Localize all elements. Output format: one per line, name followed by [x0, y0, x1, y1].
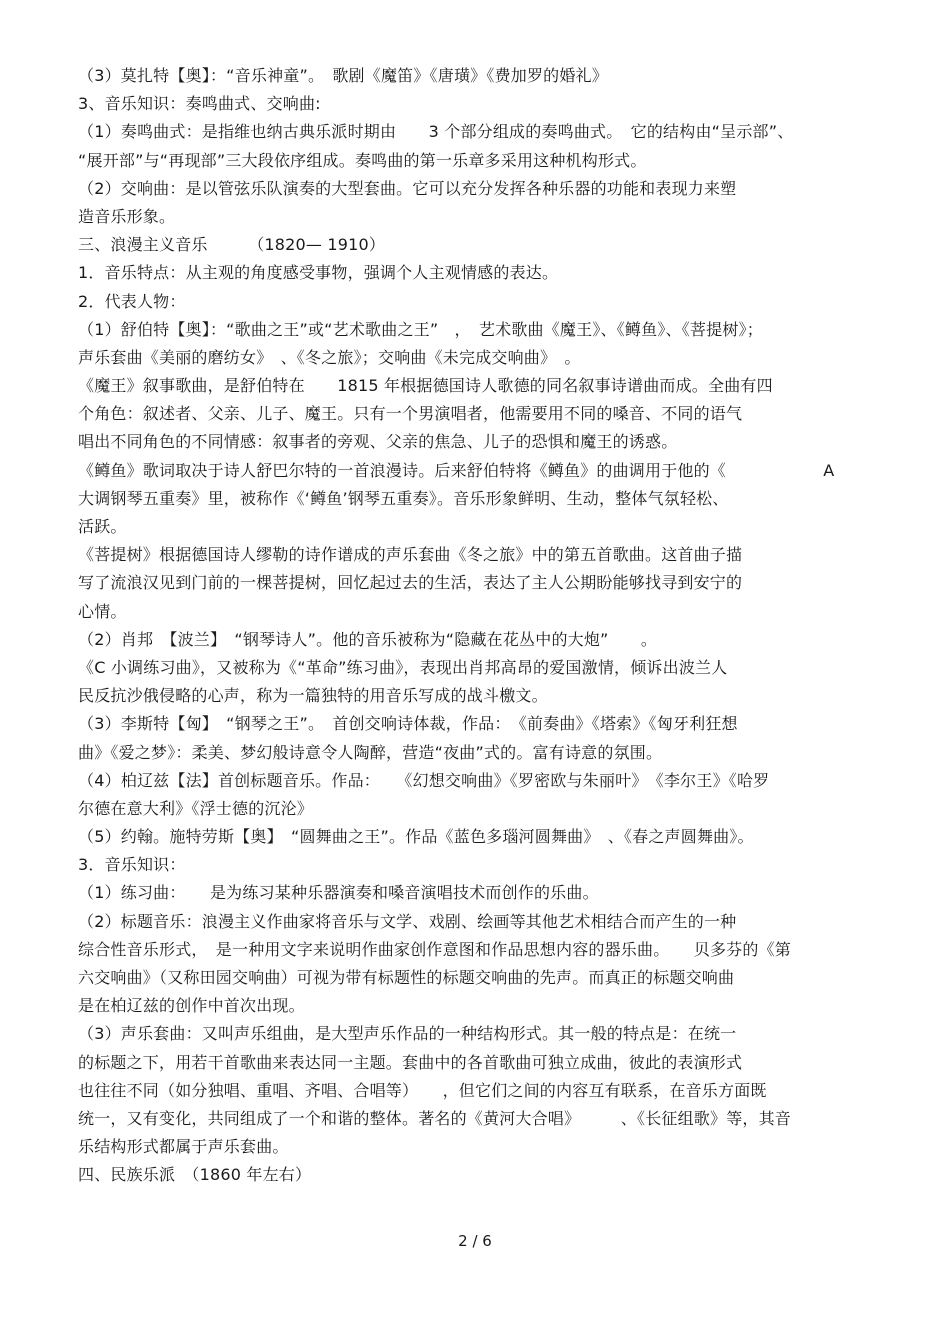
text-line: 综合性音乐形式， 是一种用文字来说明作曲家创作意图和作品思想内容的器乐曲。 贝多芬的《第 [78, 939, 792, 959]
text-line: 3、音乐知识：奏鸣曲式、交响曲: [78, 94, 321, 114]
text-line: （1）舒伯特【奥】：“歌曲之王”或“艺术歌曲之王” ， 艺术歌曲《魔王》、《鳟鱼》、《菩提树》； [78, 319, 763, 339]
text-line: 造音乐形象。 [78, 206, 176, 226]
text-line: 《C 小调练习曲》，又被称为《“革命”练习曲》，表现出肖邦高昂的爱国激情，倾诉出波兰人 [78, 657, 728, 677]
text-line: （2）交响曲：是以管弦乐队演奏的大型套曲。它可以充分发挥各种乐器的功能和表现力来塑 [78, 178, 737, 198]
text-line: 大调钢琴五重奏》里，被称作《‘鳟鱼’钢琴五重奏》。音乐形象鲜明、生动，整体气氛轻松、 [78, 488, 729, 508]
text-line: 也往往不同（如分独唱、重唱、齐唱、合唱等） ，但它们之间的内容互有联系，在音乐方面既 [78, 1080, 767, 1100]
text-line: 活跃。 [78, 517, 127, 536]
text-line: 2．代表人物： [78, 291, 186, 311]
text-line: 《鳟鱼》歌词取决于诗人舒巴尔特的一首浪漫诗。后来舒伯特将《鳟鱼》的曲调用于他的《 A [78, 460, 835, 480]
text-line: 三、浪漫主义音乐 （1820— 1910） [78, 235, 386, 255]
text-line: 四、民族乐派 （1860 年左右） [78, 1165, 312, 1185]
text-line: （2）肖邦 【波兰】 “钢琴诗人”。他的音乐被称为“隐藏在花丛中的大炮” 。 [78, 629, 658, 649]
page-number: 2 / 6 [458, 1232, 492, 1250]
text-line: 民反抗沙俄侵略的心声，称为一篇独特的用音乐写成的战斗檄文。 [78, 686, 548, 706]
text-line: 3．音乐知识： [78, 855, 186, 875]
text-line: （4）柏辽兹【法】首创标题音乐。作品： 《幻想交响曲》《罗密欧与朱丽叶》 《李尔王》《哈罗 [78, 770, 770, 790]
text-line: （1）奏鸣曲式：是指维也纳古典乐派时期由 3 个部分组成的奏鸣曲式。 它的结构由“呈示部”、 [78, 122, 794, 142]
text-line: 唱出不同角色的不同情感：叙事者的旁观、父亲的焦急、儿子的恐惧和魔王的诱惑。 [78, 432, 678, 452]
text-line: 是在柏辽兹的创作中首次出现。 [78, 996, 305, 1016]
text-line: 心情。 [78, 601, 127, 621]
text-line: 的标题之下，用若干首歌曲来表达同一主题。套曲中的各首歌曲可独立成曲，彼此的表演形式 [78, 1052, 743, 1072]
text-line: 《菩提树》根据德国诗人缪勒的诗作谱成的声乐套曲《冬之旅》中的第五首歌曲。这首曲子描 [78, 545, 743, 565]
text-line: （3）李斯特【匈】 “钢琴之王”。 首创交响诗体裁，作品： 《前奏曲》《塔索》《匈牙利狂想 [78, 714, 738, 734]
text-line: 统一，又有变化，共同组成了一个和谐的整体。著名的《黄河大合唱》 、《长征组歌》等，其音 [78, 1108, 792, 1128]
text-line: 写了流浪汉见到门前的一棵菩提树，回忆起过去的生活，表达了主人公期盼能够找寻到安宁的 [78, 573, 743, 593]
text-line: （1）练习曲： 是为练习某种乐器演奏和嗓音演唱技术而创作的乐曲。 [78, 883, 599, 903]
text-line: “展开部”与“再现部”三大段依序组成。奏鸣曲的第一乐章多采用这种机构形式。 [78, 150, 647, 170]
text-line: 乐结构形式都属于声乐套曲。 [78, 1137, 289, 1157]
text-line: （2）标题音乐：浪漫主义作曲家将音乐与文学、戏剧、绘画等其他艺术相结合而产生的一种 [78, 911, 737, 931]
text-line: 六交响曲》（又称田园交响曲）可视为带有标题性的标题交响曲的先声。而真正的标题交响曲 [78, 968, 735, 987]
text-line: 个角色：叙述者、父亲、儿子、魔王。只有一个男演唱者，他需要用不同的嗓音、不同的语气 [78, 404, 743, 424]
document-body [78, 62, 878, 1190]
text-line: 曲》《爱之梦》：柔美、梦幻般诗意令人陶醉，营造“夜曲”式的。富有诗意的氛围。 [78, 742, 663, 762]
text-line: （3）莫扎特【奥】：“音乐神童”。 歌剧《魔笛》《唐璜》《费加罗的婚礼》 [78, 66, 608, 85]
text-line: 1．音乐特点：从主观的角度感受事物，强调个人主观情感的表达。 [78, 263, 559, 283]
text-line: 尔德在意大利》《浮士德的沉沦》 [78, 798, 314, 818]
text-line: （3）声乐套曲：又叫声乐组曲，是大型声乐作品的一种结构形式。其一般的特点是：在统一 [78, 1024, 737, 1044]
text-line: 声乐套曲《美丽的磨纺女》 、《冬之旅》；交响曲《未完成交响曲》 。 [78, 347, 581, 367]
text-line: 《魔王》叙事歌曲，是舒伯特在 1815 年根据德国诗人歌德的同名叙事诗谱曲而成。全曲有四 [78, 376, 773, 396]
text-line: （5）约翰。施特劳斯【奥】 “圆舞曲之王”。作品《蓝色多瑙河圆舞曲》 、《春之声圆舞曲》。 [78, 827, 754, 847]
